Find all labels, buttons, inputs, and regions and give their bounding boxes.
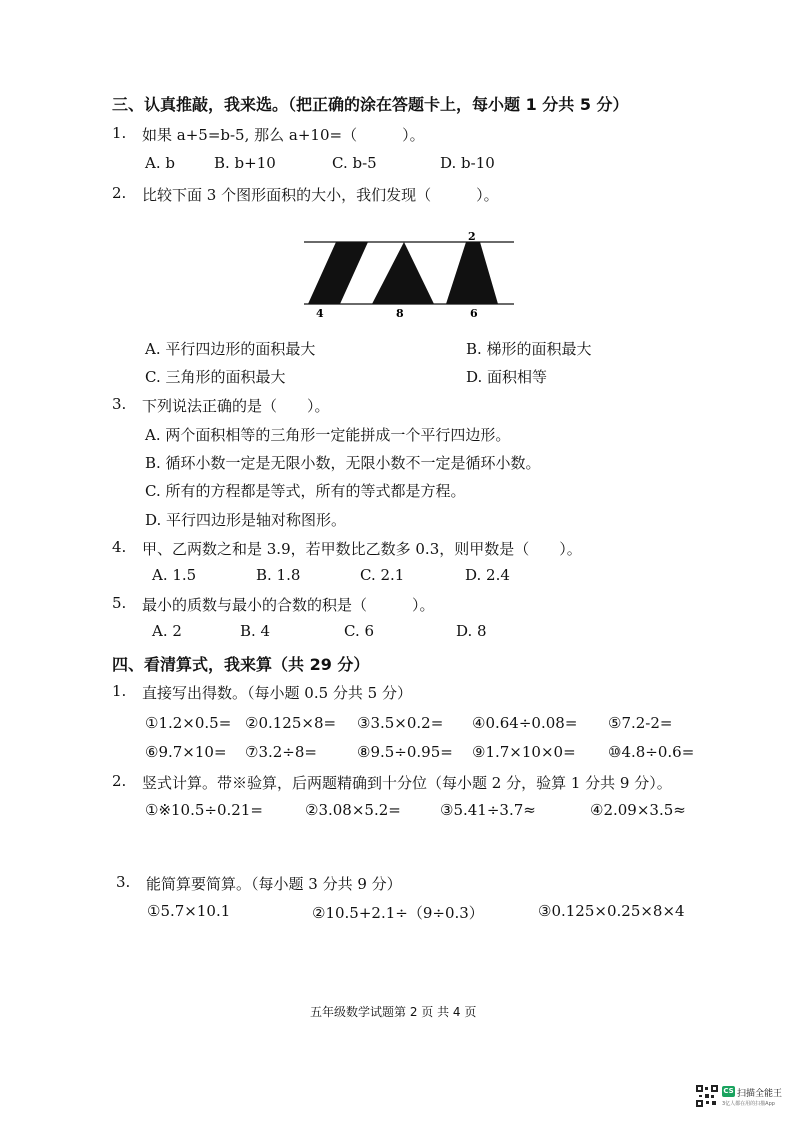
- calc-item-5: ⑤7.2-2=: [608, 714, 673, 732]
- q5-stem: 最小的质数与最小的合数的积是（ ）。: [142, 596, 435, 614]
- q4-option-b: B. 1.8: [256, 566, 301, 584]
- vertical-calc-item-2: ②3.08×5.2=: [305, 801, 401, 819]
- q2-option-b: B. 梯形的面积最大: [466, 340, 592, 358]
- calc-item-9: ⑨1.7×10×0=: [472, 743, 576, 761]
- calc-item-7: ⑦3.2÷8=: [245, 743, 317, 761]
- q2-option-a: A. 平行四边形的面积最大: [145, 340, 316, 358]
- calc-item-8: ⑧9.5÷0.95=: [357, 743, 453, 761]
- q1-option-c: C. b-5: [332, 154, 377, 172]
- parallelogram-shape: [308, 242, 368, 304]
- vertical-calc-item-1: ①※10.5÷0.21=: [145, 801, 263, 819]
- calc-item-10: ⑩4.8÷0.6=: [608, 743, 695, 761]
- calc-item-1: ①1.2×0.5=: [145, 714, 232, 732]
- trapezoid-shape: [446, 242, 498, 304]
- q1-stem: 如果 a+5=b-5, 那么 a+10=（ ）。: [142, 126, 425, 144]
- calc-item-2: ②0.125×8=: [245, 714, 337, 732]
- q2-option-d: D. 面积相等: [466, 368, 548, 386]
- q3-number: 3.: [112, 395, 127, 413]
- q3-stem: 下列说法正确的是（ ）。: [142, 397, 330, 415]
- q1-option-d: D. b-10: [440, 154, 495, 172]
- q3-option-d: D. 平行四边形是轴对称图形。: [145, 511, 347, 529]
- figure-label-right: 6: [470, 307, 478, 320]
- q5-option-a: A. 2: [152, 622, 182, 640]
- q2-stem: 比较下面 3 个图形面积的大小，我们发现（ ）。: [142, 186, 499, 204]
- q4-option-a: A. 1.5: [152, 566, 197, 584]
- p3-stem: 能简算要简算。（每小题 3 分共 9 分）: [146, 875, 402, 893]
- simplify-item-1: ①5.7×10.1: [147, 902, 231, 920]
- triangle-shape: [372, 242, 434, 304]
- q5-number: 5.: [112, 594, 127, 612]
- camscanner-logo-icon: CS: [723, 1087, 734, 1095]
- figure-label-top: 2: [468, 230, 476, 243]
- watermark-subtitle: 3亿人都在用的扫描App: [722, 1101, 775, 1107]
- q4-option-d: D. 2.4: [465, 566, 510, 584]
- p1-stem: 直接写出得数。（每小题 0.5 分共 5 分）: [142, 684, 412, 702]
- q1-option-a: A. b: [145, 154, 175, 172]
- q4-stem: 甲、乙两数之和是 3.9，若甲数比乙数多 0.3，则甲数是（ ）。: [142, 540, 582, 558]
- qr-code-icon: [696, 1085, 718, 1107]
- q2-figure: [296, 226, 520, 320]
- q1-option-b: B. b+10: [214, 154, 276, 172]
- page-footer: 五年级数学试题第 2 页 共 4 页: [310, 1005, 477, 1019]
- watermark-brand: 扫描全能王: [737, 1089, 783, 1099]
- q4-number: 4.: [112, 538, 127, 556]
- q3-option-c: C. 所有的方程都是等式，所有的等式都是方程。: [145, 482, 466, 500]
- p3-number: 3.: [116, 873, 131, 891]
- q1-number: 1.: [112, 124, 127, 142]
- q5-option-d: D. 8: [456, 622, 487, 640]
- calc-item-6: ⑥9.7×10=: [145, 743, 227, 761]
- q2-number: 2.: [112, 184, 127, 202]
- q5-option-b: B. 4: [240, 622, 271, 640]
- simplify-item-2: ②10.5+2.1÷（9÷0.3）: [312, 904, 484, 922]
- q4-option-c: C. 2.1: [360, 566, 405, 584]
- q2-option-c: C. 三角形的面积最大: [145, 368, 286, 386]
- calc-item-3: ③3.5×0.2=: [357, 714, 444, 732]
- figure-label-middle: 8: [396, 307, 404, 320]
- p2-stem: 竖式计算。带※验算，后两题精确到十分位（每小题 2 分，验算 1 分共 9 分）。: [142, 774, 672, 792]
- section-3-title: 三、认真推敲，我来选。（把正确的涂在答题卡上，每小题 1 分共 5 分）: [112, 95, 629, 114]
- vertical-calc-item-4: ④2.09×3.5≈: [590, 801, 686, 819]
- calc-item-4: ④0.64÷0.08=: [472, 714, 578, 732]
- p2-number: 2.: [112, 772, 127, 790]
- q5-option-c: C. 6: [344, 622, 375, 640]
- simplify-item-3: ③0.125×0.25×8×4: [538, 902, 685, 920]
- q3-option-b: B. 循环小数一定是无限小数，无限小数不一定是循环小数。: [145, 454, 541, 472]
- section-4-title: 四、看清算式，我来算（共 29 分）: [112, 655, 370, 674]
- vertical-calc-item-3: ③5.41÷3.7≈: [440, 801, 536, 819]
- figure-label-left: 4: [316, 307, 324, 320]
- q3-option-a: A. 两个面积相等的三角形一定能拼成一个平行四边形。: [145, 426, 511, 444]
- p1-number: 1.: [112, 682, 127, 700]
